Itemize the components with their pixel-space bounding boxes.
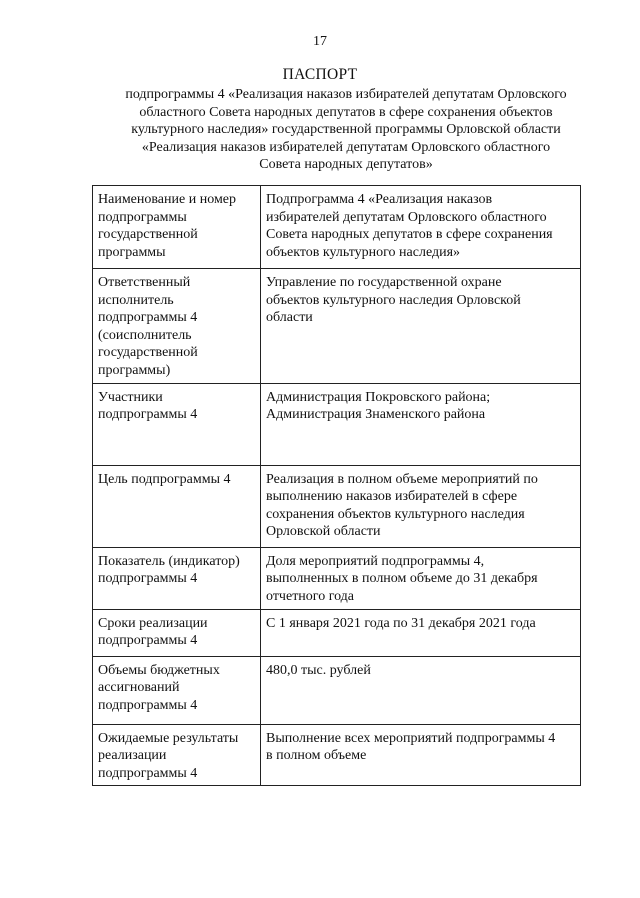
page-number: 17 [313,34,327,49]
document-subtitle [78,86,614,174]
table-row [93,465,581,547]
value-line: области [266,310,313,326]
row-value-cell [261,383,581,465]
value-line: Управление по государственной охране [266,275,502,290]
value-line: выполненных в полном объеме до 31 декабря [266,571,538,587]
table-row [93,383,581,465]
label-line: Наименование и номер [98,192,237,207]
row-value-cell [261,465,581,547]
label-line: программы [98,244,166,260]
label-line: государственной [98,345,198,361]
subtitle-line: подпрограммы 4 «Реализация наказов избирателей депутатам Орловского [125,87,567,102]
value-line: в полном объеме [266,748,367,764]
row-value-cell [261,186,581,269]
label-line: Ожидаемые результаты [98,730,239,746]
value-line: объектов культурного наследия Орловской [266,292,521,308]
label-line: программы) [98,362,171,378]
subtitle-line: «Реализация наказов избирателей депутатам Орловского областного [141,139,551,155]
row-value-cell [261,724,581,786]
row-value-cell [261,547,581,609]
row-label-cell [93,656,261,724]
row-value-cell [261,609,581,656]
row-label-cell [93,465,261,547]
label-line: Ответственный [98,275,191,290]
table-row [93,656,581,724]
table-row [93,269,581,384]
value-line: Выполнение всех мероприятий подпрограммы 4 [266,730,556,746]
label-line: Цель подпрограммы 4 [98,471,231,487]
label-line: Показатель (индикатор) [98,553,240,569]
label-line: реализации [98,748,167,764]
value-line: сохранения объектов культурного наследия [266,506,525,522]
value-line: объектов культурного наследия» [266,244,461,260]
row-label-cell [93,383,261,465]
label-line: подпрограммы 4 [98,310,198,326]
table-row [93,547,581,609]
row-label-cell [93,547,261,609]
value-line: Совета народных депутатов в сфере сохранения [266,227,553,243]
label-line: подпрограммы 4 [98,697,198,713]
label-line: Объемы бюджетных [98,662,220,678]
row-label-cell [93,269,261,384]
row-value-cell [261,269,581,384]
label-line: подпрограммы 4 [98,633,198,649]
label-line: (соисполнитель [98,327,192,343]
value-line: 480,0 тыс. рублей [266,662,371,678]
table-row [93,186,581,269]
label-line: подпрограммы 4 [98,407,198,423]
passport-table [92,185,581,786]
label-line: подпрограммы 4 [98,765,198,781]
value-line: выполнению наказов избирателей в сфере [266,489,518,505]
document-title: ПАСПОРТ [282,66,358,83]
row-label-cell [93,724,261,786]
subtitle-line: областного Совета народных депутатов в сфере сохранения объектов [139,104,553,120]
value-line: Подпрограмма 4 «Реализация наказов [266,192,493,207]
row-label-cell [93,186,261,269]
label-line: Сроки реализации [98,615,208,631]
table-row [93,609,581,656]
value-line: Реализация в полном объеме мероприятий по [266,471,538,487]
label-line: государственной [98,227,198,243]
value-line: Администрация Покровского района; [266,389,491,405]
value-line: Доля мероприятий подпрограммы 4, [266,553,485,569]
label-line: Участники [98,389,163,405]
value-line: Администрация Знаменского района [266,407,486,423]
table-row [93,724,581,786]
label-line: исполнитель [98,292,174,308]
row-label-cell [93,609,261,656]
value-line: Орловской области [266,524,381,540]
row-value-cell [261,656,581,724]
subtitle-line: культурного наследия» государственной программы Орловской области [131,122,561,137]
value-line: отчетного года [266,588,355,604]
subtitle-line: Совета народных депутатов» [259,157,433,172]
value-line: С 1 января 2021 года по 31 декабря 2021 года [266,615,536,631]
label-line: подпрограммы 4 [98,571,198,587]
label-line: ассигнований [98,680,180,696]
value-line: избирателей депутатам Орловского областного [266,209,547,225]
label-line: подпрограммы [98,209,187,225]
